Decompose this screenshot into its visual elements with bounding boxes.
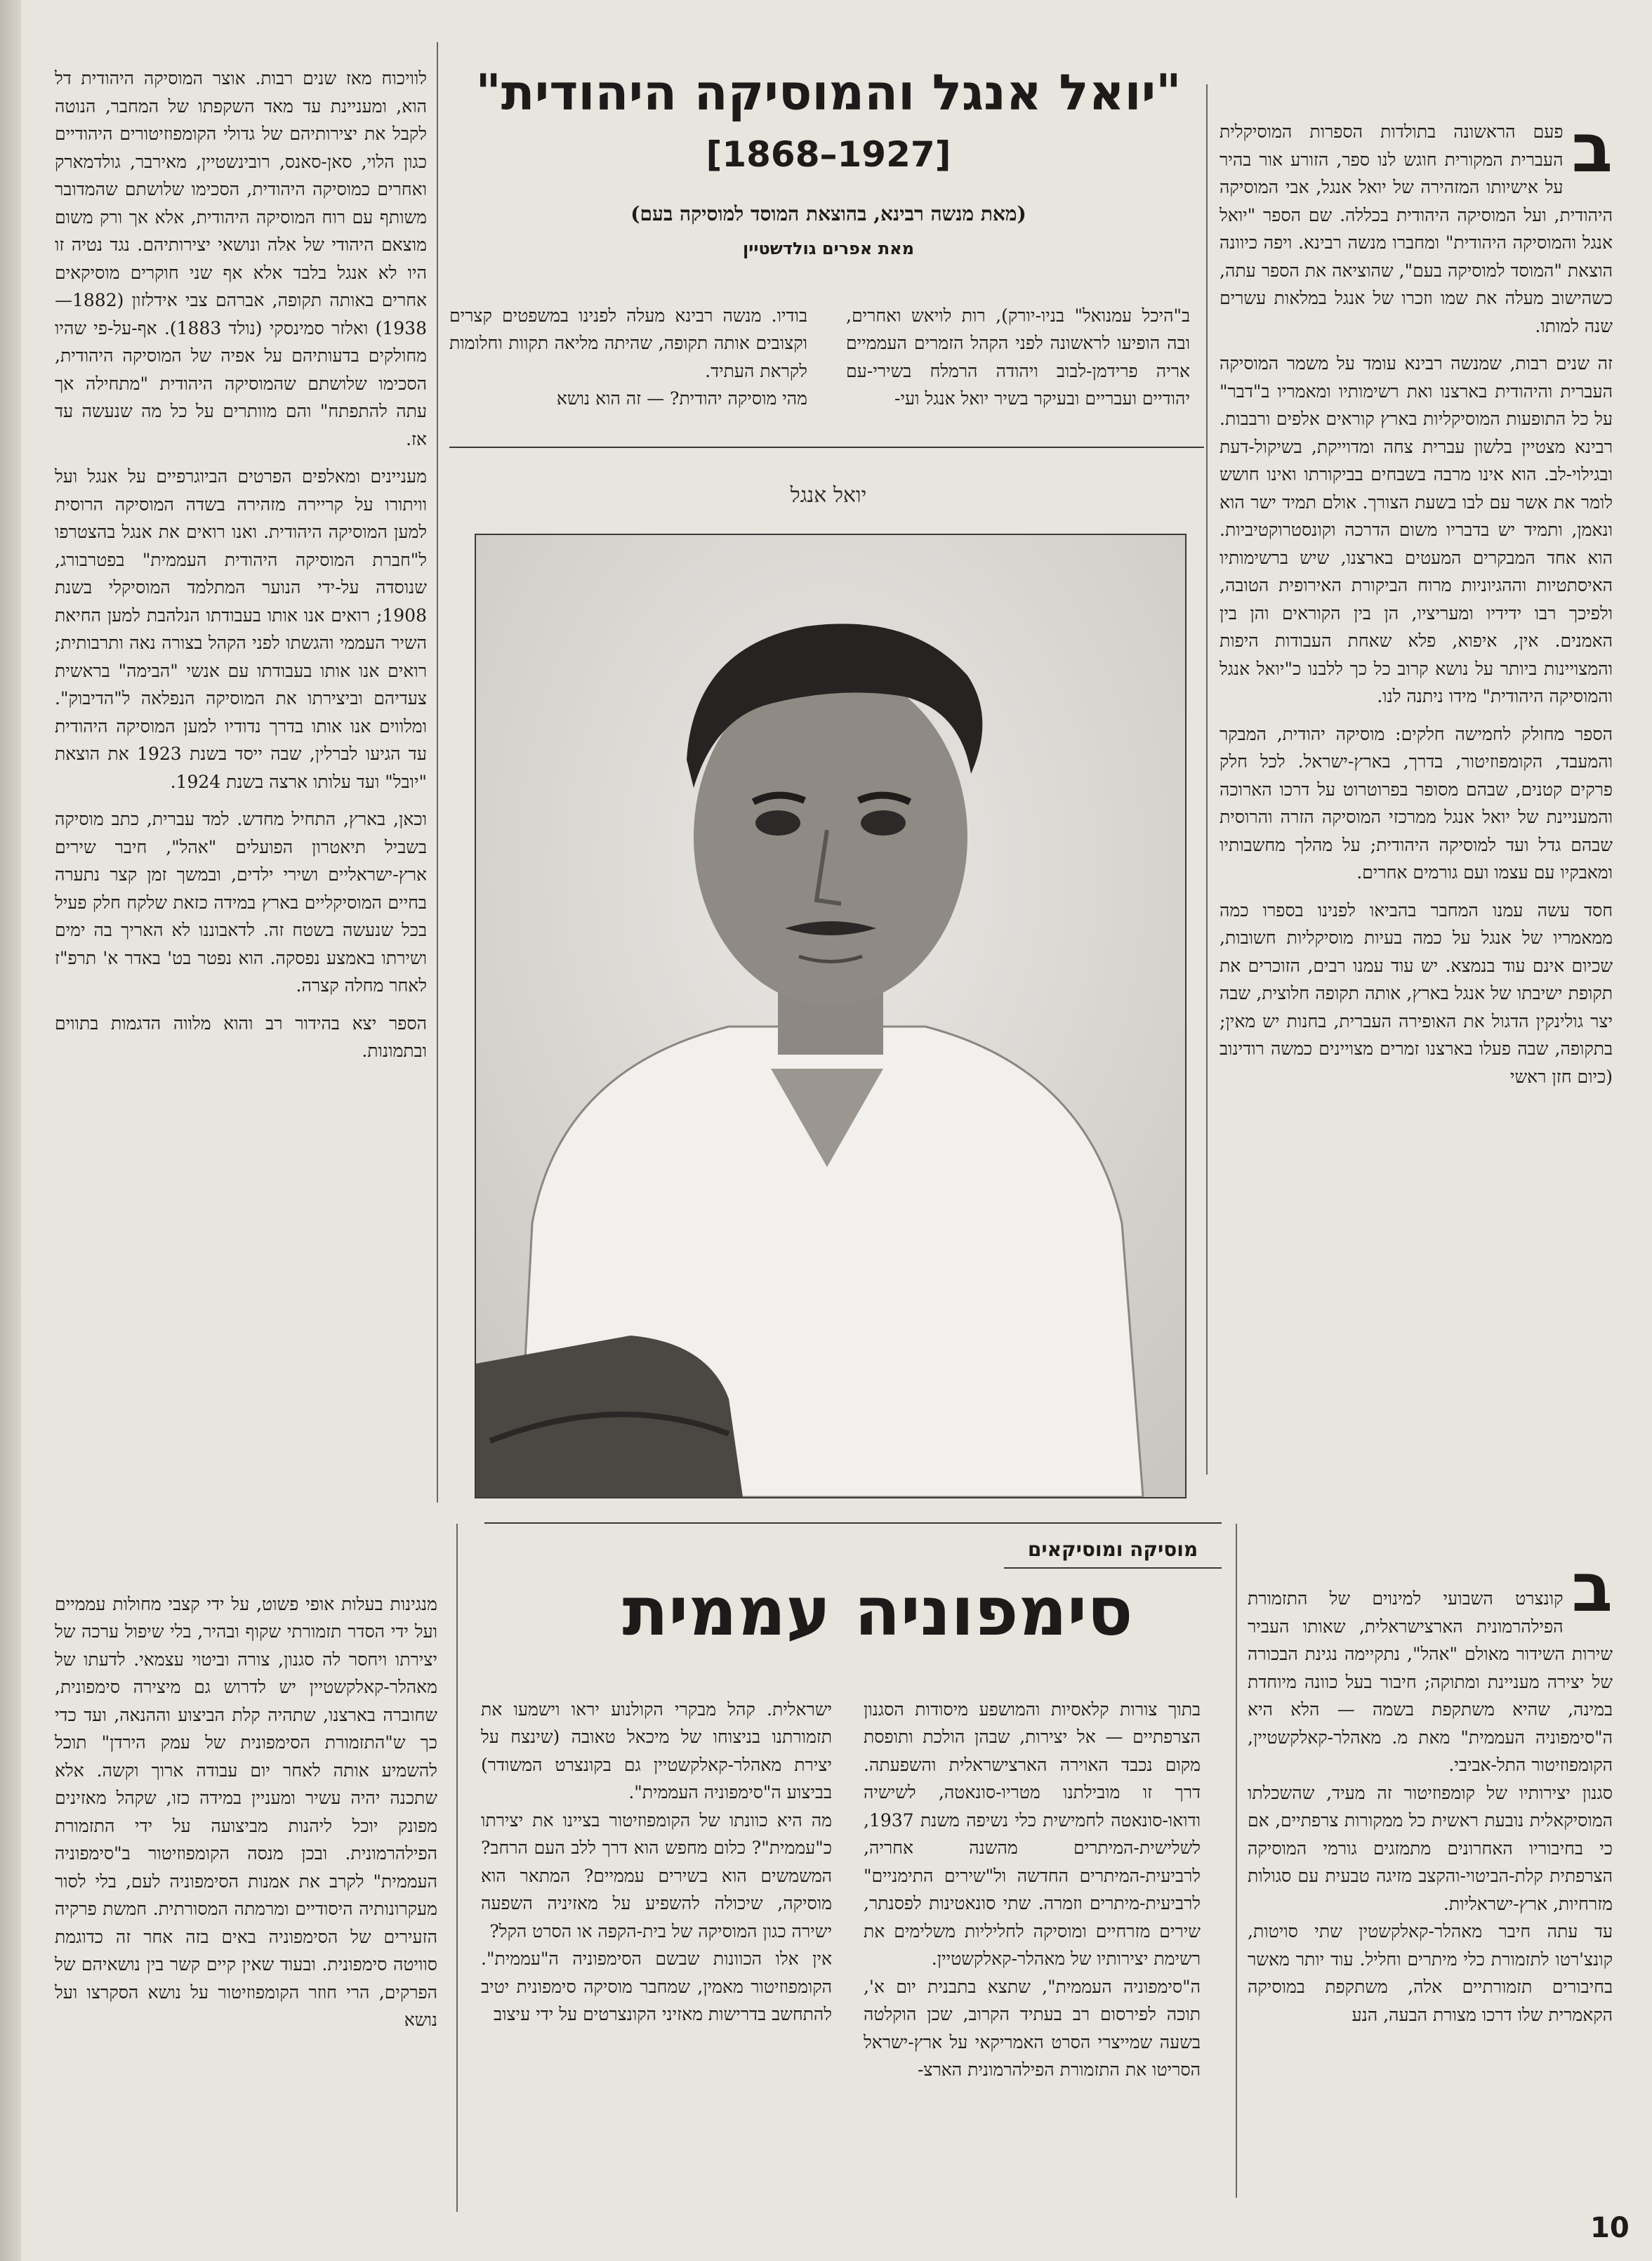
- paragraph: הספר יצא בהידור רב והוא מלווה הדגמות בתווים ובתמונות.: [55, 1013, 427, 1061]
- paragraph: הספר מחולק לחמישה חלקים: מוסיקה יהודית, המבקר והמעבד, הקומפוזיטור, בדרך, בארץ-ישראל. לכל חלק פרקים קטנים, שבהם מסופר בפרוטרוט על דרכו הארוכה והמעניינת של יואל אנגל ממרכזי המוסיקה הזרה והרוסית שבהם גדל ועד למוסיקה היהודית; על מהלך מחשבותיו ומאבקיו עם עצמו ועם גורמים אחרים.: [1220, 723, 1613, 883]
- article1-years: [1927–1868]: [706, 134, 951, 175]
- article1-center-left-column: [449, 274, 807, 450]
- photo-caption: יואל אנגל: [790, 483, 867, 508]
- paragraph: זה שנים רבות, שמנשה רבינא עומד על משמר המוסיקה העברית והיהודית בארצנו ואת רשימותיו ומאמריו ב"דבר" על כל התופעות המוסיקליות בארץ קוראים אלפים ורבבות. רבינא מצטיין בלשון עברית צחה ומדוייקת, בשיקול-דעת ובגילוי-לב. הוא אינו מרבה בשבחים בביקורתו ואינו חושש לומר את אשר עם לבו בשעת הצורך. אולם תמיד ישר הוא ונאמן, ותמיד יש בדבריו משום הדרכה וקונסטרוקטיביות. הוא אחד המבקרים המעטים בארצנו, שיש ברשימותיו האיסתטיות וההגיוניות מרוח הביקורת האירופית הטובה, ולפיכך רבו ידידיו ומעריציו, הן בין הקוראים והן בין האמנים. אין, איפוא, פלא שאחת העבודות היפות והמצויינות ביותר על נושא קרוב כל כך ללבנו כ"יואל אנגל והמוסיקה היהודית" מידו ניתנה לנו.: [1220, 353, 1613, 706]
- column-rule: [437, 42, 438, 1503]
- dropcap-letter: ב: [1571, 1548, 1613, 1627]
- article1-left-column: [55, 65, 427, 1075]
- paragraph: קונצרט השבועי למינוים של התזמורת הפילהרמונית הארצישראלית, שאותו העביר שירות השידור מאולם "אהל", נתקיימה נגינת הבכורה של יצירה מעניינת ומתוקה; חיבור בעל כוונה מיוחדת במינה, שהיא משתקפת בשמה — הלא היא ה"סימפוניה העממית" מאת מ. מאהלר-קאלקשטיין, הקומפוזיטור התל-אביבי. סגנון יצירותיו של קומפוזיטור זה מעיד, שהשכלתו המוסיקאלית נובעת ראשית כל ממקורות צרפתיים, אם כי בחיבוריו האחרונים מתמזגים גורמי המוסיקה הצרפתית קלת-הביטוי-והקצב מזיגה טבעית עם סגולות מזרחיות, ארץ-ישראליות. עד עתה חיבר מאהלר-קאלקשטין שתי סויטות, קונצ'רטו לתזמורת כלי מיתרים וחליל. עוד יותר מאשר בחיבורים תזמורתיים אלה, משתקפת במוסיקה הקאמרית שלו דרכו מצורת הבעה, הנע: [1248, 1588, 1613, 2025]
- paragraph: ב"היכל עמנואל" בניו-יורק), רות לויאש ואחרים, ובה הופיעו לראשונה לפני הקהל הזמרים העממיים אריה פרידמן-לבוב ויהודה הרמלח בשירי-עם יהודיים ועבריים ובעיקר בשיר יואל אנגל ועי-: [846, 305, 1190, 409]
- article1-byline: מאת אפרים גולדשטיין: [743, 239, 914, 258]
- portrait-illustration: [476, 535, 1185, 1497]
- page-number: 10: [1590, 2212, 1630, 2244]
- article2-column-4: [55, 1562, 437, 2071]
- column-rule: [1236, 1524, 1237, 2198]
- paragraph: חסד עשה עמנו המחבר בהביאו לפנינו בספרו כמה ממאמריו של אנגל על כמה בעיות מוסיקליות חשובות, שכיום אינם עוד בנמצא. יש עוד עמנו רבים, הזוכרים את תקופת ישיבתו של אנגל בארץ, אותה תקופה חלוצית, שבה יצר גולינקין הדגול את האופירה העברית, בחנות יש מאין; בתקופה, שבה פעלו בארצנו זמרים מצויינים כמשה רודינוב (כיום חזן ראשי: [1220, 899, 1613, 1087]
- kicker-rule: [1004, 1567, 1222, 1569]
- binding-edge: [0, 0, 21, 2261]
- paragraph: ישראלית. קהל מבקרי הקולנוע יראו וישמעו את תזמורתנו בניצוחו של מיכאל טאובה (שינצח על יצירת מאהלר-קאלקשטיין גם בקונצרט המשודר) בביצוע ה"סימפוניה העממית". מה היא כוונתו של הקומפוזיטור בציינו את יצירתו כ"עממית"? כלום מחפש הוא דרך ללב העם הרחב? המשמשים הוא בשירים עממיים? המתאר הוא מוסיקה, שיכולה להשפיע על מאזיניה השפעה ישירה כגון המוסיקה של בית-הקפה או הסרט הקל? אין אלו הכוונות שבשם הסימפוניה ה"עממית". הקומפוזיטור מאמין, שמחבר מוסיקה סימפונית יטיב להתחשב בדרישות מאזיני הקונצרטים על ידי עיצוב: [481, 1699, 832, 2024]
- column-rule: [456, 1524, 458, 2212]
- article1-subtitle: (מאת מנשה רבינא, בהוצאת המוסד למוסיקה בעם): [630, 202, 1026, 225]
- article2-column-3: [481, 1668, 832, 2066]
- article2-column-2: [864, 1668, 1201, 2121]
- section-rule: [484, 1522, 1222, 1524]
- column-rule: [1206, 84, 1208, 1475]
- paragraph: בתוך צורות קלאסיות והמושפע מיסודות הסגנון הצרפתיים — אל יצירות, שבהן הולכת ותופסת מקום נכבד האוירה הארצישראלית והשפעתה. דרך זו מובילתנו מטריו-סונאטה, לשישיה ודואו-סונאטה לחמישית כלי נשיפה משנת 1937, לשלישית-המיתרים מהשנה אחריה, לרביעית-המיתרים החדשה ול"שירים התימניים" לרביעית-מיתרים וזמרה. שתי סונאטינות לפסנתר, שירים מזרחיים ומוסיקה לחליליות משלימים את רשימת יצירותיו של מאהלר-קאלקשטיין. ה"סימפוניה העממית", שתצא בתבנית יום א', תוכה לפירסום רב בעתיד הקרוב, שכן הוקלטה בשעה שמייצרי הסרט האמריקאי על ארץ-ישראל הסריטו את התזמורת הפילהרמונית הארצ-: [864, 1699, 1201, 2080]
- paragraph: מעניינים ומאלפים הפרטים הביוגרפיים על אנגל ועל וויתורו על קריירה מזהירה בשדה המוסיקה הרוסית למען המוסיקה היהודית. ואנו רואים את אנגל בהצטרפו ל"חברת המוסיקה היהודית העממית" בפטרבורג, שנוסדה על-ידי הנוער המתלמד המוסיקלי בשנת 1908; רואים אנו אותו בעבודתו הנלהבת למען החיאת השיר העממי והגשתו לפני הקהל בצורה נאה ותרבותית; רואים אנו אותו בעבודתו עם אנשי "הבימה" בראשית צעדיהם וביצירתו את המוסיקה הנפלאה ל"הדיבוק". ומלווים אנו אותו בדרך נדודיו למען המוסיקה היהודית עד הגיעו לברלין, שבה ייסד בשנת 1923 את הוצאת "יובל" ועד עלותו ארצה בשנת 1924.: [55, 466, 427, 792]
- section-rule: [449, 447, 1204, 448]
- magazine-page: [21, 0, 1652, 2261]
- dropcap-letter: ב: [1571, 109, 1613, 187]
- article2-title: סימפוניה עממית: [622, 1572, 1133, 1651]
- paragraph: פעם הראשונה בתולדות הספרות המוסיקלית העברית המקורית חוגש לנו ספר, הזורע אור בהיר על אישיותו המזהירה של יואל אנגל, אבי המוסיקה היהודית, ועל המוסיקה היהודית בכללה. שם הספר "יואל אנגל והמוסיקה היהודית" ומחברו מנשה רבינא. ויפה כיוונה הוצאת "המוסד למוסיקה בעם", שהוציאה את הספר עתה, כשהישוב מעלה את שמו וזכרו של אנגל במלאות עשרים שנה למותו.: [1220, 121, 1613, 336]
- portrait-photo: [475, 534, 1187, 1498]
- paragraph: לוויכוח מאז שנים רבות. אוצר המוסיקה היהודית דל הוא, ומעניינת עד מאד השקפתו של המחבר, הנוטה לקבל את יצירותיהם של גדולי הקומפוזיטורים היהודיים כגון הלוי, סאן-סאנס, רובינשטיין, מאירבר, גולדמארק ואחרים כמוסיקה היהודית, הסכימו שלושתם שהמדובר משותף עם רוח המוסיקה היהודית, אלא אך ורק משום מוצאם היהודי של אלה ונושאי יצירותיהם. נגד נטיה זו היו לא אנגל בלבד אלא אף שני חוקרים מוסיקאים אחרים באותה תקופה, אברהם צבי אידלזון (1882—1938) ואלזר סמינסקי (נולד 1883). אף-על-פי שהיו מחולקים בדעותיהם על אפיה של המוסיקה היהודית, הסכימו שלושתם שהמוסיקה היהודית "מתחילה אך עתה להתפתח" והם מוותרים על כל מה שנעשה עד אז.: [55, 68, 427, 449]
- paragraph: בודיו. מנשה רבינא מעלה לפנינו במשפטים קצרים וקצובים אותה תקופה, שהיתה מליאה תקוות וחלומות לקראת העתיד. מהי מוסיקה יהודית? — זה הוא נושא: [449, 305, 807, 409]
- article1-right-column: [1220, 109, 1613, 1100]
- article2-column-1: [1248, 1529, 1613, 2066]
- section-kicker: מוסיקה ומוסיקאים: [1027, 1538, 1198, 1561]
- paragraph: מנגינות בעלות אופי פשוט, על ידי קצבי מחולות עממיים ועל ידי הסדר תזמורתי שקוף ובהיר, בלי שיפול ערכה של יצירתו ויחסר לה סגנון, צורה וביטוי עצמאי. לדעתו של מאהלר-קאלקשטיין יש לדרוש גם מיצירה סימפונית, שחוברה בארצנו, שתהיה קלת הביצוע וההנאה, ועד כדי כך ש"התזמורת הסימפונית של עמק הירדן" תוכל להשמיע אותה לאחר יום עבודה ארוך וקשה. אלא שתכנה יהיה עשיר ומעניין במידה כזו, שקהל מאזינים מפונק יוכל ליהנות מביצועה על ידי התזמורת הפילהרמונית. ובכן מנסה הקומפוזיטור ב"סימפוניה העממית" לקרב את אמנות הסימפוניה לעם, בלי לסור מעקרונותיה היסודיים ומרמתה המסורתית. חמשת פרקיה הזעירים של הסימפוניה באים בזה אחר זה כדוגמת סוויטה סימפונית. ובעוד שאין קיים קשר בין נושאיהם של הפרקים, הרי חוזר הקומפוזיטור על נושא הסקרצו ועל נושא: [55, 1593, 437, 2030]
- article1-center-right-column: [846, 274, 1190, 450]
- paragraph: וכאן, בארץ, התחיל מחדש. למד עברית, כתב מוסיקה בשביל תיאטרון הפועלים "אהל", חיבר שירים ארץ-ישראליים ושירי ילדים, ובמשך זמן קצר נתערה בחיים המוסיקליים בארץ במידה כזאת שלקח חלק פעיל בכל שנעשה בשטח זה. לדאבוננו לא האריך בה ימים ושירתו באמצע נפסקה. הוא נפטר בט' באדר א' תרפ"ז לאחר מחלה קצרה.: [55, 809, 427, 996]
- article1-title: "יואל אנגל והמוסיקה היהודית": [475, 64, 1182, 121]
